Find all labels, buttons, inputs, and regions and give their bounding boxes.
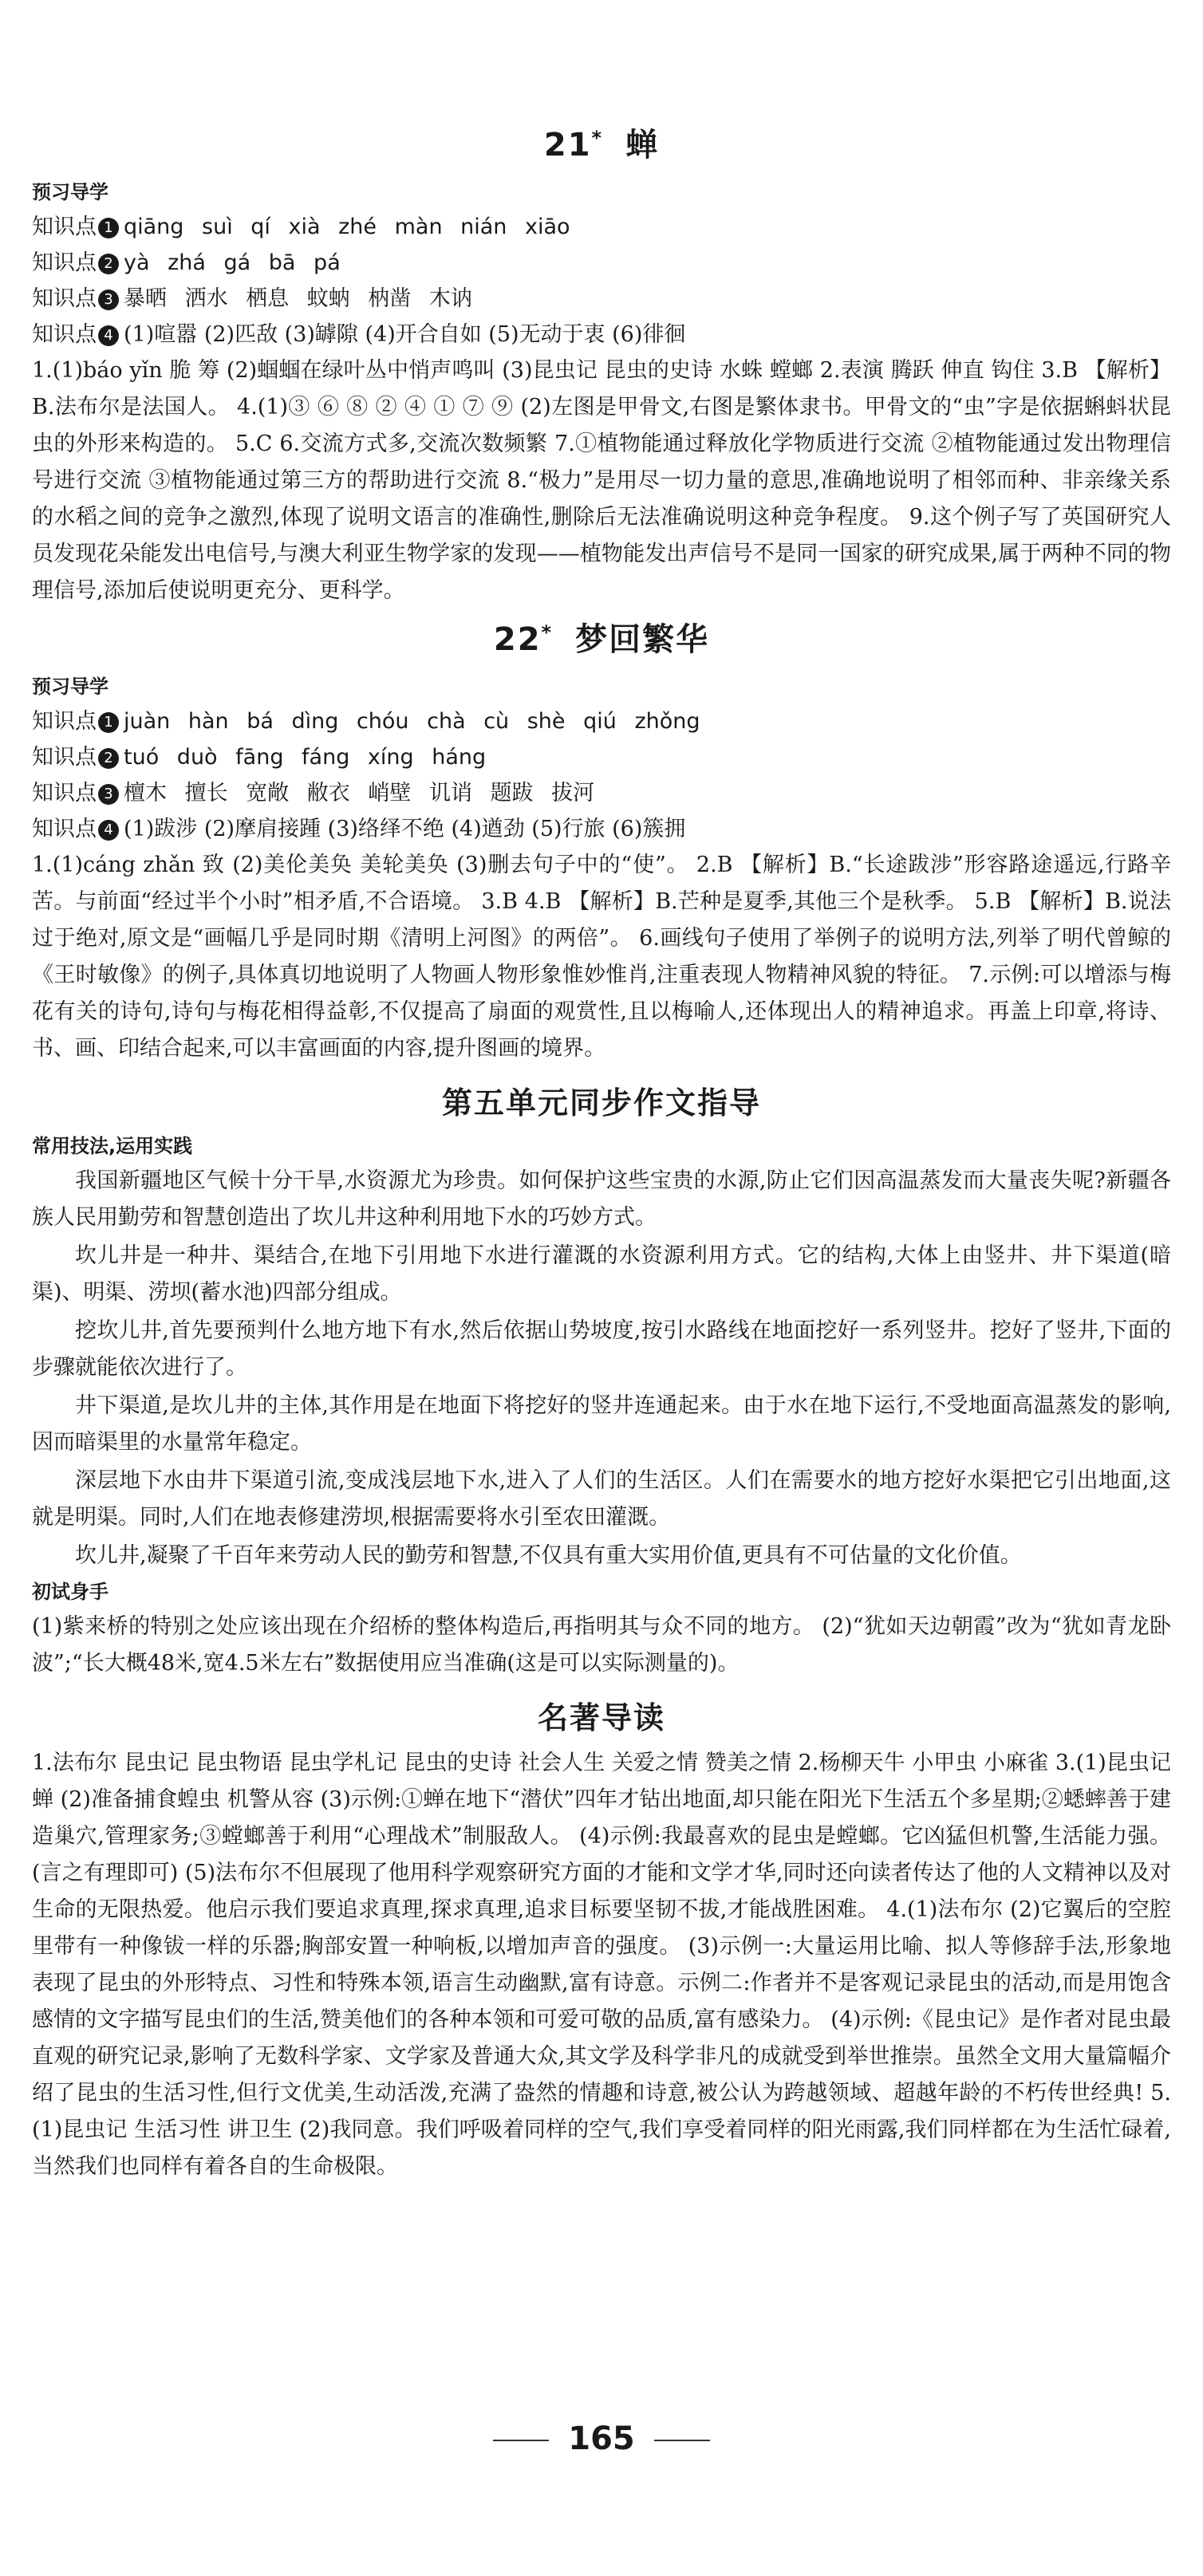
lesson-21-number: 21 — [543, 127, 592, 163]
classics-answers: 1.法布尔 昆虫记 昆虫物语 昆虫学札记 昆虫的史诗 社会人生 关爱之情 赞美之情 2.杨柳天牛 小甲虫 小麻雀 3.(1)昆虫记 蝉 (2)准备捕食蝗虫 机警从容 (3)示例:①蝉在地下“潜伏”四年才钻出地面,却只能在阳光下生活五个多星期;②蟋蟀善于建造巢穴,管理家务;③螳螂善于利用“心理战术”制服敌人。 (4)示例:我最喜欢的昆虫是螳螂。它凶猛但机警,生活能力强。(言之有理即可) (5)法布尔不但展现了他用科学观察研究方面的才能和文学才华,同时还向读者传达了他的人文精神以及对生命的无限热爱。他启示我们要追求真理,探求真理,追求目标要坚韧不拔,才能战胜困难。 4.(1)法布尔 (2)它翼后的空腔里带有一种像钹一样的乐器;胸部安置一种响板,以增加声音的强度。 (3)示例一:大量运用比喻、拟人等修辞手法,形象地表现了昆虫的外形特点、习性和特殊本领,语言生动幽默,富有诗意。示例二:作者并不是客观记录昆虫的活动,而是用饱含感情的文字描写昆虫们的生活,赞美他们的各种本领和可爱可敬的品质,富有感染力。 (4)示例:《昆虫记》是作者对昆虫最直观的研究记录,影响了无数科学家、文学家及普通大众,其文学及科学非凡的成就受到举世推崇。虽然全文用大量篇幅介绍了昆虫的生活习性,但行文优美,生动活泼,充满了盎然的情趣和诗意,被公认为跨越领域、超越年龄的不朽传世经典! 5.(1)昆虫记 生活习性 讲卫生 (2)我同意。我们呼吸着同样的空气,我们享受着同样的阳光雨露,我们同样都在为生活忙碌着,当然我们也同样有着各自的生命极限。 — [32, 1751, 1171, 2179]
kp-label: 知识点 — [32, 250, 97, 275]
lesson-22-kp2 — [32, 739, 1171, 775]
kp-number-badge: 3 — [98, 290, 119, 310]
lesson-22-kp1 — [32, 703, 1171, 739]
lesson-22-title — [32, 614, 1171, 660]
lesson-22 — [32, 614, 1171, 1067]
page-number-dash-left — [493, 2440, 549, 2441]
lesson-22-answers: 1.(1)cáng zhǎn 致 (2)美伦美奂 美轮美奂 (3)删去句子中的“使”。 2.B 【解析】B.“长途跋涉”形容路途遥远,行路辛苦。与前面“经过半个小时”相矛盾,不合语境。 3.B 4.B 【解析】B.芒种是夏季,其他三个是秋季。 5.B 【解析】B.说法过于绝对,原文是“画幅几乎是同时期《清明上河图》的两倍”。 6.画线句子使用了举例子的说明方法,列举了明代曾鲸的《王时敏像》的例子,具体真切地说明了人物画人物形象惟妙惟肖,注重表现人物精神风貌的特征。 7.示例:可以增添与梅花有关的诗句,诗句与梅花相得益彰,不仅提高了扇面的观赏性,且以梅喻人,还体现出人的精神追求。再盖上印章,将诗、书、画、印结合起来,可以丰富画面的内容,提升图画的境界。 — [32, 853, 1171, 1061]
lesson-22-number: 22 — [493, 621, 542, 658]
lesson-22-kp3 — [32, 775, 1171, 811]
page-number — [0, 2420, 1203, 2457]
kp-label: 知识点 — [32, 781, 97, 805]
writing-subhead-practice: 常用技法,运用实践 — [32, 1135, 193, 1157]
writing-guidance-title: 第五单元同步作文指导 — [441, 1085, 761, 1121]
writing-paragraph: 坎儿井是一种井、渠结合,在地下引用地下水进行灌溉的水资源利用方式。它的结构,大体上由竖井、井下渠道(暗渠)、明渠、涝坝(蓄水池)四部分组成。 — [32, 1243, 1171, 1305]
writing-subhead-trial: 初试身手 — [32, 1581, 108, 1603]
kp-number-badge: 2 — [98, 748, 119, 769]
kp1-pinyin: juàn hàn bá dìng chóu chà cù shè qiú zhǒng — [124, 709, 700, 734]
kp-label: 知识点 — [32, 286, 97, 311]
lesson-21-preview-head: 预习导学 — [32, 181, 108, 203]
kp1-pinyin: qiāng suì qí xià zhé màn nián xiāo — [124, 215, 570, 239]
kp-number-badge: 4 — [98, 820, 119, 841]
classics-title: 名著导读 — [537, 1700, 665, 1735]
kp3-words: 檀木 擅长 宽敞 敝衣 峭壁 讥诮 题跋 拔河 — [124, 781, 595, 805]
classics-reading — [32, 1693, 1171, 2185]
writing-guidance — [32, 1078, 1171, 1682]
lesson-21 — [32, 120, 1171, 609]
writing-trial-answer: (1)紫来桥的特别之处应该出现在介绍桥的整体构造后,再指明其与众不同的地方。 (2)“犹如天边朝霞”改为“犹如青龙卧波”;“长大概48米,宽4.5米左右”数据使用应当准确(这是可以实际测量的)。 — [32, 1614, 1171, 1676]
lesson-21-name: 蝉 — [625, 127, 660, 163]
kp-label: 知识点 — [32, 817, 97, 841]
kp3-words: 暴晒 洒水 栖息 蚊蚋 枘凿 木讷 — [124, 286, 472, 311]
page-number-dash-right — [654, 2440, 710, 2441]
kp-number-badge: 4 — [98, 325, 119, 346]
lesson-21-star: * — [591, 126, 604, 149]
writing-paragraph: 深层地下水由井下渠道引流,变成浅层地下水,进入了人们的生活区。人们在需要水的地方挖好水渠把它引出地面,这就是明渠。同时,人们在地表修建涝坝,根据需要将水引至农田灌溉。 — [32, 1468, 1171, 1530]
kp-label: 知识点 — [32, 322, 97, 347]
kp-number-badge: 3 — [98, 784, 119, 805]
lesson-22-kp4 — [32, 811, 1171, 847]
kp4-words: (1)跋涉 (2)摩肩接踵 (3)络绎不绝 (4)遒劲 (5)行旅 (6)簇拥 — [124, 817, 686, 841]
writing-paragraph: 我国新疆地区气候十分干旱,水资源尤为珍贵。如何保护这些宝贵的水源,防止它们因高温蒸发而大量丧失呢?新疆各族人民用勤劳和智慧创造出了坎儿井这种利用地下水的巧妙方式。 — [32, 1168, 1171, 1230]
lesson-22-name: 梦回繁华 — [575, 621, 710, 658]
lesson-21-title — [32, 120, 1171, 165]
lesson-21-answers: 1.(1)báo yǐn 脆 筹 (2)蝈蝈在绿叶丛中悄声鸣叫 (3)昆虫记 昆虫的史诗 水蛛 螳螂 2.表演 腾跃 伸直 钩住 3.B 【解析】B.法布尔是法国人。 4.(1)③ ⑥ ⑧ ② ④ ① ⑦ ⑨ (2)左图是甲骨文,右图是繁体隶书。甲骨文的“虫”字是依据蝌蚪状昆虫的外形来构造的。 5.C 6.交流方式多,交流次数频繁 7.①植物能通过释放化学物质进行交流 ②植物能通过发出物理信号进行交流 ③植物能通过第三方的帮助进行交流 8.“极力”是用尽一切力量的意思,准确地说明了相邻而种、非亲缘关系的水稻之间的竞争之激烈,体现了说明文语言的准确性,删除后无法准确说明这种竞争程度。 9.这个例子写了英国研究人员发现花朵能发出电信号,与澳大利亚生物学家的发现——植物能发出声信号不是同一国家的研究成果,属于两种不同的物理信号,添加后使说明更充分、更科学。 — [32, 358, 1171, 603]
lesson-21-kp3 — [32, 281, 1171, 317]
lesson-21-kp4 — [32, 317, 1171, 353]
kp-number-badge: 2 — [98, 254, 119, 274]
kp-label: 知识点 — [32, 745, 97, 770]
kp2-pinyin: yà zhá gá bā pá — [124, 250, 341, 275]
kp-label: 知识点 — [32, 709, 97, 734]
lesson-21-kp1 — [32, 209, 1171, 245]
kp4-words: (1)喧嚣 (2)匹敌 (3)罅隙 (4)开合自如 (5)无动于衷 (6)徘徊 — [124, 322, 686, 347]
kp-number-badge: 1 — [98, 218, 119, 238]
lesson-22-preview-head: 预习导学 — [32, 676, 108, 698]
kp2-pinyin: tuó duò fāng fáng xíng háng — [124, 745, 487, 770]
writing-paragraph: 井下渠道,是坎儿井的主体,其作用是在地面下将挖好的竖井连通起来。由于水在地下运行,不受地面高温蒸发的影响,因而暗渠里的水量常年稳定。 — [32, 1393, 1171, 1455]
lesson-21-kp2 — [32, 245, 1171, 281]
lesson-22-star: * — [541, 620, 554, 644]
writing-paragraph: 坎儿井,凝聚了千百年来劳动人民的勤劳和智慧,不仅具有重大实用价值,更具有不可估量的文化价值。 — [75, 1543, 1022, 1568]
page-number-value: 165 — [568, 2420, 635, 2457]
writing-paragraph: 挖坎儿井,首先要预判什么地方地下有水,然后依据山势坡度,按引水路线在地面挖好一系列竖井。挖好了竖井,下面的步骤就能依次进行了。 — [32, 1318, 1171, 1380]
kp-label: 知识点 — [32, 215, 97, 239]
kp-number-badge: 1 — [98, 712, 119, 733]
